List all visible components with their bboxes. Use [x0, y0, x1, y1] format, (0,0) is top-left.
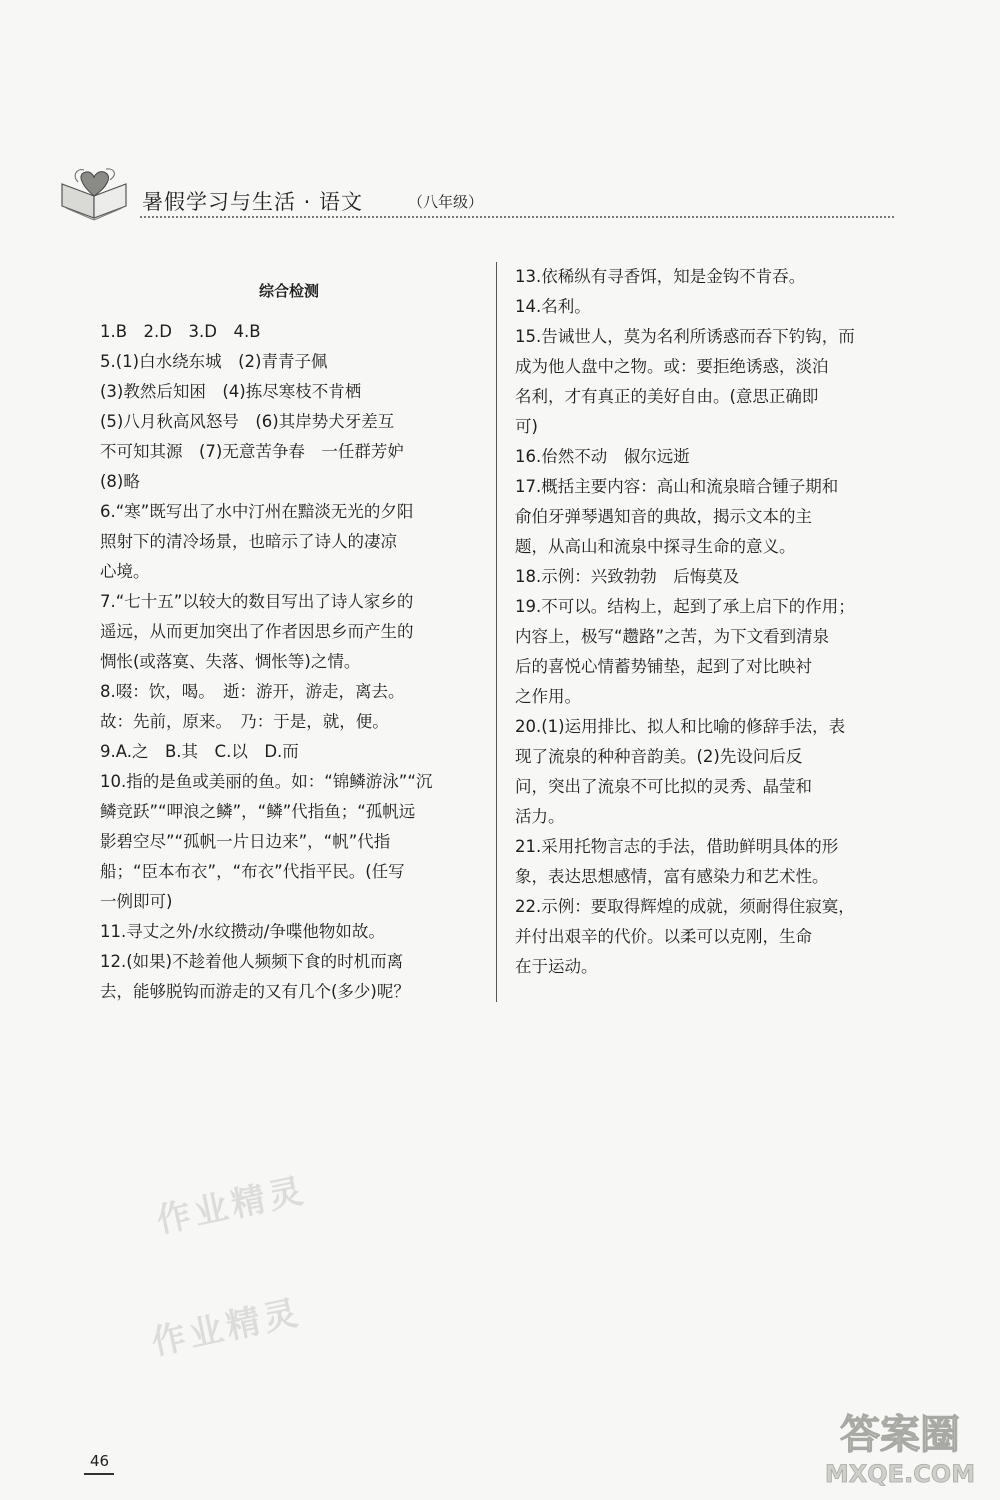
answer-line: 5.(1)白水绕东城 (2)青青子佩	[100, 352, 328, 371]
answer-line: 现了流泉的种种音韵美。(2)先设问后反	[515, 747, 803, 766]
page-number: 46	[90, 1452, 110, 1470]
answer-line: 题，从高山和流泉中探寻生命的意义。	[515, 537, 796, 556]
answer-line: 9.A.之 B.其 C.以 D.而	[100, 742, 299, 761]
answer-line: 活力。	[515, 807, 565, 826]
answer-line: 问，突出了流泉不可比拟的灵秀、晶莹和	[515, 777, 812, 796]
answer-line: 内容上，极写“趱路”之苦，为下文看到清泉	[515, 627, 830, 646]
answer-line: 16.佁然不动 俶尔远逝	[515, 447, 690, 466]
answer-line: 影碧空尽”“孤帆一片日边来”，“帆”代指	[100, 832, 391, 851]
answer-list-left	[100, 317, 478, 1007]
column-divider	[496, 262, 497, 1002]
answer-list-right	[515, 262, 893, 982]
answer-line: 10.指的是鱼或美丽的鱼。如：“锦鳞游泳”“沉	[100, 772, 433, 791]
answer-line: 20.(1)运用排比、拟人和比喻的修辞手法，表	[515, 717, 846, 736]
answer-line: 13.依稀纵有寻香饵，知是金钩不肯吞。	[515, 267, 806, 286]
answer-line: 故：先前，原来。 乃：于是，就，便。	[100, 712, 389, 731]
answer-line: 惆怅(或落寞、失落、惆怅等)之情。	[100, 652, 361, 671]
section-title: 综合检测	[258, 282, 319, 300]
answer-line: (5)八月秋高风怒号 (6)其岸势犬牙差互	[100, 412, 395, 431]
answer-line: 15.告诫世人，莫为名利所诱惑而吞下钓钩，而	[515, 327, 855, 346]
answer-line: 7.“七十五”以较大的数目写出了诗人家乡的	[100, 592, 414, 611]
answer-line: 照射下的清冷场景，也暗示了诗人的凄凉	[100, 532, 397, 551]
answer-line: 22.示例：要取得辉煌的成就，须耐得住寂寞，	[515, 897, 855, 916]
answer-line: 21.采用托物言志的手法，借助鲜明具体的形	[515, 837, 839, 856]
answer-line: 鳞竞跃”“呷浪之鳞”，“鳞”代指鱼；“孤帆远	[100, 802, 416, 821]
svg-text:MXQE.COM: MXQE.COM	[824, 1460, 976, 1488]
answer-line: 之作用。	[515, 687, 581, 706]
answer-column-left	[100, 280, 478, 1007]
answer-line: 并付出艰辛的代价。以柔可以克刚，生命	[515, 927, 812, 946]
watermark-text: 作业精灵	[153, 1170, 311, 1242]
answer-line: 17.概括主要内容：高山和流泉暗合锺子期和	[515, 477, 839, 496]
answer-line: 象，表达思想感情，富有感染力和艺术性。	[515, 867, 829, 886]
answer-line: 一例即可)	[100, 892, 173, 911]
header-grade: （八年级）	[408, 193, 484, 211]
answer-line: 遥远，从而更加突出了作者因思乡而产生的	[100, 622, 414, 641]
page-number-rule	[84, 1473, 114, 1475]
answer-line: 18.示例：兴致勃勃 后悔莫及	[515, 567, 740, 586]
answer-column-right	[515, 262, 893, 982]
answer-line: 在于运动。	[515, 957, 598, 976]
answer-line: (3)教然后知困 (4)拣尽寒枝不肯栖	[100, 382, 362, 401]
answer-line: 19.不可以。结构上，起到了承上启下的作用；	[515, 597, 855, 616]
answer-line: 心境。	[100, 562, 150, 581]
header-title: 暑假学习与生活 · 语文	[142, 190, 364, 214]
answer-line: 名利，才有真正的美好自由。(意思正确即	[515, 387, 819, 406]
answer-line: 可)	[515, 417, 538, 436]
answer-line: 12.(如果)不趁着他人频频下食的时机而离	[100, 952, 404, 971]
open-book-heart-icon	[58, 166, 134, 226]
answer-line: 6.“寒”既写出了水中汀州在黯淡无光的夕阳	[100, 502, 414, 521]
answer-line: 成为他人盘中之物。或：要拒绝诱惑，淡泊	[515, 357, 829, 376]
answer-line: 俞伯牙弹琴遇知音的典故，揭示文本的主	[515, 507, 812, 526]
answer-line: 14.名利。	[515, 297, 591, 316]
site-logo	[810, 1400, 990, 1492]
page-header	[58, 160, 894, 230]
svg-text:答案圈: 答案圈	[840, 1412, 960, 1458]
answer-line: (8)略	[100, 472, 140, 491]
answer-line: 后的喜悦心情蓄势铺垫，起到了对比映衬	[515, 657, 812, 676]
answer-line: 11.寻丈之外/水纹攒动/争喋他物如故。	[100, 922, 385, 941]
answer-line: 船；“臣本布衣”，“布衣”代指平民。(任写	[100, 862, 405, 881]
answer-line: 不可知其源 (7)无意苦争春 一任群芳妒	[100, 442, 404, 461]
answer-line: 1.B 2.D 3.D 4.B	[100, 322, 261, 341]
answer-line: 去，能够脱钩而游走的又有几个(多少)呢？	[100, 982, 410, 1001]
answer-line: 8.啜：饮，喝。 逝：游开，游走，离去。	[100, 682, 405, 701]
watermark-text: 作业精灵	[148, 1292, 306, 1364]
header-dotted-rule	[140, 216, 894, 218]
